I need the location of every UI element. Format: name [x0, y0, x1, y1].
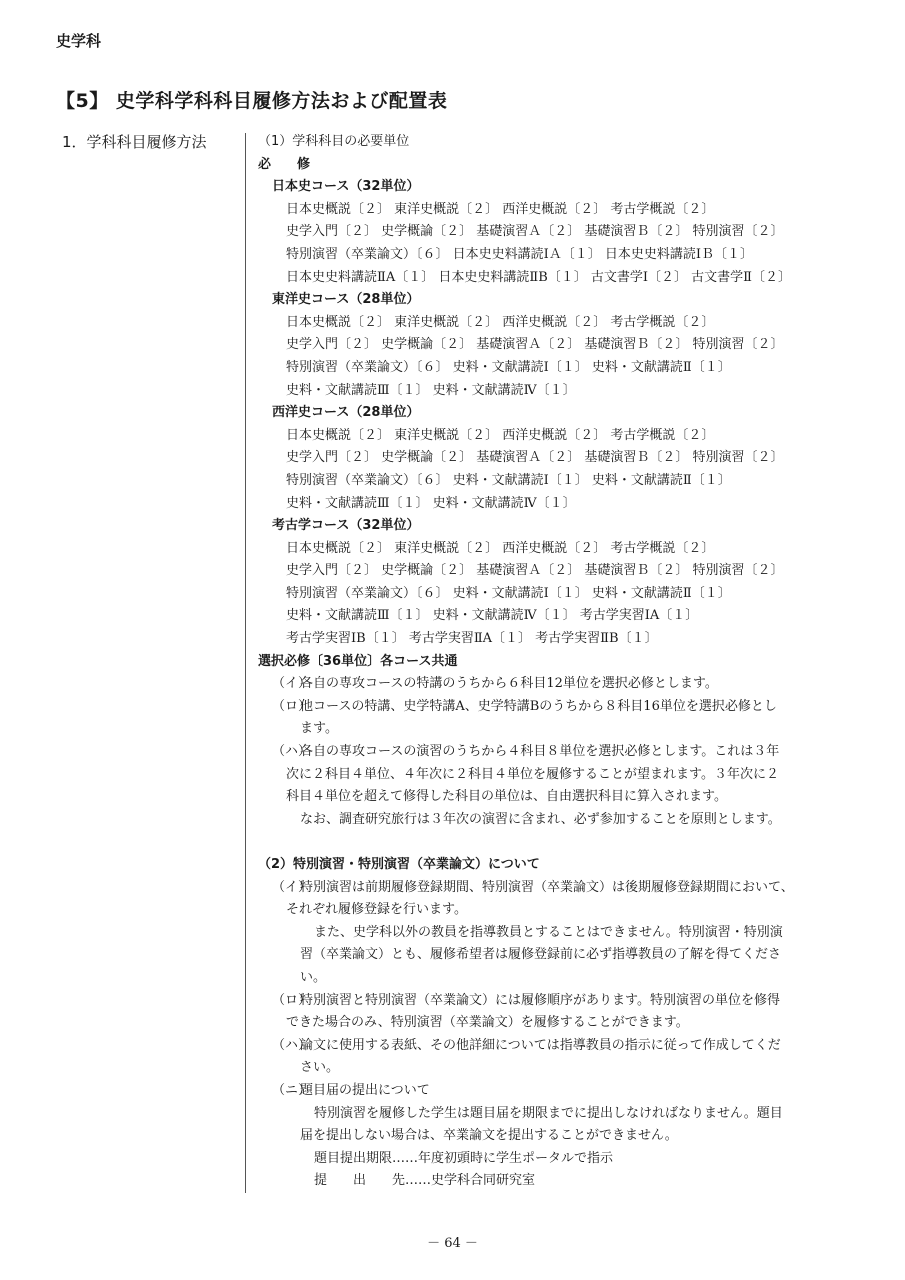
- course-line: 史学入門〔２〕 史学概論〔２〕 基礎演習Ａ〔２〕 基礎演習Ｂ〔２〕 特別演習〔２〕: [286, 563, 784, 579]
- course-line: 考古学実習ⅠB〔１〕 考古学実習ⅡA〔１〕 考古学実習ⅡB〔１〕: [286, 631, 658, 647]
- course-line: 史学入門〔２〕 史学概論〔２〕 基礎演習Ａ〔２〕 基礎演習Ｂ〔２〕 特別演習〔２〕: [286, 224, 784, 240]
- item-mark: （ロ）: [272, 992, 312, 1008]
- course-name: 東洋史コース（28単位）: [272, 292, 420, 308]
- item-line: 各自の専攻コースの特講のうちから６科目12単位を選択必修とします。: [300, 676, 718, 692]
- item-mark: （ニ）: [272, 1082, 312, 1098]
- left-heading: 1．学科科目履修方法: [62, 133, 207, 151]
- course-name: 西洋史コース（28単位）: [272, 405, 420, 421]
- body-content: [258, 131, 838, 1193]
- course-block-japanese-history: [258, 176, 838, 289]
- item-line: それぞれ履修登録を行います。: [286, 902, 467, 918]
- course-block-archaeology: [258, 515, 838, 651]
- section-title: 【5】 史学科学科科目履修方法および配置表: [56, 90, 448, 112]
- elective-item-ro: [258, 696, 838, 741]
- course-line: 日本史概説〔２〕 東洋史概説〔２〕 西洋史概説〔２〕 考古学概説〔２〕: [286, 314, 715, 330]
- course-line: 史学入門〔２〕 史学概論〔２〕 基礎演習Ａ〔２〕 基礎演習Ｂ〔２〕 特別演習〔２〕: [286, 450, 784, 466]
- course-line: 特別演習（卒業論文）〔６〕 日本史史料講読ⅠＡ〔１〕 日本史史料講読ⅠＢ〔１〕: [286, 246, 754, 262]
- elective-item-i: [258, 673, 838, 696]
- course-line: 日本史概説〔２〕 東洋史概説〔２〕 西洋史概説〔２〕 考古学概説〔２〕: [286, 201, 715, 217]
- item-line: 論文に使用する表紙、その他詳細については指導教員の指示に従って作成してくだ: [300, 1037, 781, 1053]
- item-line: ます。: [300, 721, 338, 737]
- item-mark: （イ）: [272, 879, 312, 895]
- item-note: なお、調査研究旅行は３年次の演習に含まれ、必ず参加することを原則とします。: [300, 811, 781, 827]
- item-mark: （ロ）: [272, 698, 312, 714]
- course-line: 日本史概説〔２〕 東洋史概説〔２〕 西洋史概説〔２〕 考古学概説〔２〕: [286, 540, 715, 556]
- course-block-asian-history: [258, 289, 838, 402]
- item-paragraph-line: 習（卒業論文）とも、履修希望者は履修登録前に必ず指導教員の了解を得てくださ: [300, 947, 782, 963]
- elective-title: 選択必修〔36単位〕各コース共通: [258, 653, 458, 669]
- course-line: 史料・文献講読Ⅲ〔１〕 史料・文献講読Ⅳ〔１〕 考古学実習ⅠA〔１〕: [286, 608, 699, 624]
- course-line: 日本史史料講読ⅡA〔１〕 日本史史料講読ⅡB〔１〕 古文書学Ⅰ〔２〕 古文書学Ⅱ〔２〕: [286, 269, 791, 285]
- vertical-divider: [245, 133, 246, 1193]
- item-paragraph-line: また、史学科以外の教員を指導教員とすることはできません。特別演習・特別演: [314, 924, 783, 940]
- course-line: 特別演習（卒業論文）〔６〕 史料・文献講読Ⅰ〔１〕 史料・文献講読Ⅱ〔１〕: [286, 359, 731, 375]
- deadline-detail: 題目提出期限……年度初頭時に学生ポータルで指示: [314, 1150, 614, 1166]
- department-label: 史学科: [56, 32, 102, 50]
- seminar-item-ha: [258, 1035, 838, 1080]
- item-line: 科目４単位を超えて修得した科目の単位は、自由選択科目に算入されます。: [286, 789, 727, 805]
- item-mark: （ハ）: [272, 744, 312, 760]
- item-line: 特別演習は前期履修登録期間、特別演習（卒業論文）は後期履修登録期間において、: [300, 879, 794, 895]
- course-name: 日本史コース（32単位）: [272, 179, 420, 195]
- submission-place-detail: 提 出 先……史学科合同研究室: [314, 1173, 536, 1189]
- course-line: 特別演習（卒業論文）〔６〕 史料・文献講読Ⅰ〔１〕 史料・文献講読Ⅱ〔１〕: [286, 472, 731, 488]
- part2-title: （2）特別演習・特別演習（卒業論文）について: [258, 857, 540, 872]
- item-mark: （ハ）: [272, 1037, 312, 1053]
- spacer: [258, 831, 838, 854]
- seminar-item-ro: [258, 990, 838, 1035]
- elective-item-ha: [258, 741, 838, 831]
- item-line: さい。: [300, 1060, 340, 1076]
- item-mark: （イ）: [272, 676, 312, 692]
- page-number: － 64 －: [427, 1236, 478, 1251]
- item-line: 題目届の提出について: [300, 1082, 430, 1098]
- item-line: 他コースの特講、史学特講A、史学特講Bのうちから８科目16単位を選択必修とし: [300, 698, 777, 714]
- item-line: 特別演習と特別演習（卒業論文）には履修順序があります。特別演習の単位を修得: [300, 992, 780, 1008]
- course-line: 日本史概説〔２〕 東洋史概説〔２〕 西洋史概説〔２〕 考古学概説〔２〕: [286, 427, 715, 443]
- part1-title: （1）学科科目の必要単位: [258, 134, 410, 149]
- course-line: 史学入門〔２〕 史学概論〔２〕 基礎演習Ａ〔２〕 基礎演習Ｂ〔２〕 特別演習〔２〕: [286, 337, 784, 353]
- item-line: 次に２科目４単位、４年次に２科目４単位を履修することが望まれます。３年次に２: [286, 766, 779, 782]
- item-line: 各自の専攻コースの演習のうちから４科目８単位を選択必修とします。これは３年: [300, 744, 780, 760]
- course-line: 特別演習（卒業論文）〔６〕 史料・文献講読Ⅰ〔１〕 史料・文献講読Ⅱ〔１〕: [286, 585, 731, 601]
- course-line: 史料・文献講読Ⅲ〔１〕 史料・文献講読Ⅳ〔１〕: [286, 495, 576, 511]
- course-line: 史料・文献講読Ⅲ〔１〕 史料・文献講読Ⅳ〔１〕: [286, 382, 576, 398]
- item-paragraph-line: 特別演習を履修した学生は題目届を期限までに提出しなければなりません。題目: [314, 1105, 783, 1121]
- item-paragraph-line: い。: [300, 969, 327, 985]
- item-line: できた場合のみ、特別演習（卒業論文）を履修することができます。: [286, 1015, 689, 1031]
- course-name: 考古学コース（32単位）: [272, 518, 420, 534]
- course-block-western-history: [258, 402, 838, 515]
- seminar-item-ni: [258, 1080, 838, 1193]
- item-paragraph-line: 届を提出しない場合は、卒業論文を提出することができません。: [300, 1128, 678, 1144]
- required-label: 必 修: [258, 156, 311, 172]
- seminar-item-i: [258, 877, 838, 990]
